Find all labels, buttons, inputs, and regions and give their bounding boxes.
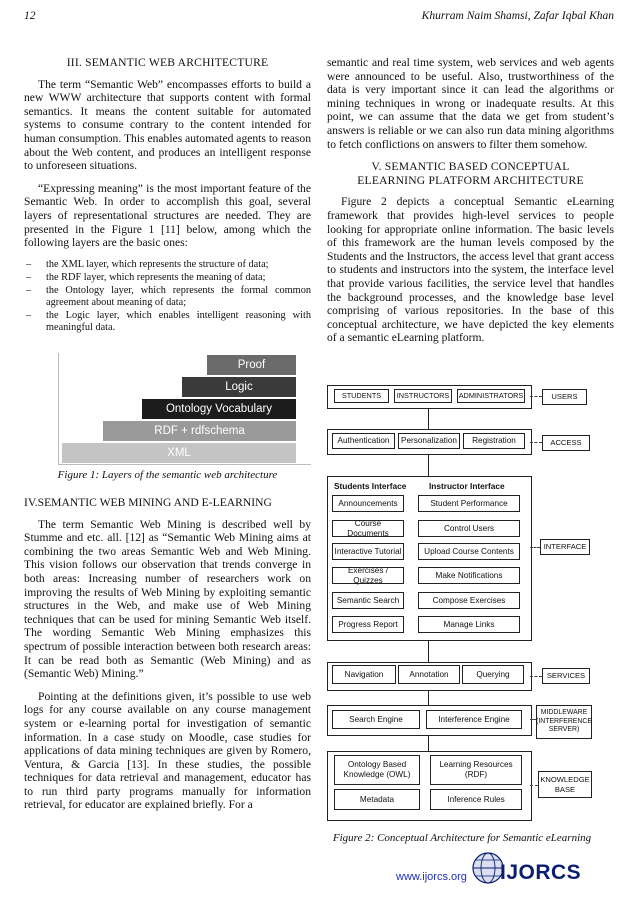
interface-exercises-quizzes: Exercises / Quizzes <box>332 567 404 584</box>
interface-student-performance: Student Performance <box>418 495 520 512</box>
interface-interactive-tutorial: Interactive Tutorial <box>332 543 404 560</box>
interface-compose-exercises: Compose Exercises <box>418 592 520 609</box>
paragraph-semantic-web-mining: The term Semantic Web Mining is described well by Stumme and etc. all. [12] as “Semantic Web Mining aims at combining the two areas Semantic Web and Web Mining. This vision follows our observation that trends converge in both areas: Increasing number of researchers work on improving the results of Web Mining by exploiting semantic structures in the Web, and make use of Web Mining techniques that can be used for mining Semantic Web itself. The wording Semantic Web Mining emphasizes this spectrum of possible interaction between both research areas: It can be read both as Semantic (Web Mining) and as (Semantic Web) Mining.” <box>24 517 311 681</box>
figure-1-axis <box>58 353 59 465</box>
paragraph-conceptual-framework: Figure 2 depicts a conceptual Semantic eLearning framework that provides high-level services to people looking for appropriate online information. The basic levels of this framework are the human levels composed by the Students and the Instructors, the access level that grant access to students and instructors into the system, the interface level that provide various facilities, the service level that handles the background processes, and the knowledge base level comprising of various repositories. In the base of this conceptual architecture, we have depicted the key elements of a semantic eLearning platform. <box>327 195 614 345</box>
label-connector <box>530 547 540 548</box>
layer-logic: Logic <box>182 377 296 397</box>
level-label-access: ACCESS <box>542 435 590 451</box>
paragraph-continuation: semantic and real time system, web services and web agents were announced to be useful. Also, trustworthiness of the data is very important since it can lead the algorithms or mining techniques in wrong or inadequate results. At this point, we can assume that the data we get from student’s answers is reliable or we can also run data mining algorithms to fetch conflictions on answers to filter them somehow. <box>327 56 614 151</box>
section-3-title: III. SEMANTIC WEB ARCHITECTURE <box>66 56 269 69</box>
services-querying: Querying <box>462 665 524 684</box>
ijorcs-logo-text: IJORCS <box>500 861 582 884</box>
instructor-interface-title: Instructor Interface <box>429 481 505 491</box>
section-5-title-line-1: V. SEMANTIC BASED CONCEPTUAL <box>371 160 570 174</box>
level-label-services: SERVICES <box>542 668 590 684</box>
level-label-interface: INTERFACE <box>540 539 590 555</box>
kb-inference-rules: Inference Rules <box>430 789 522 810</box>
users-instructors: INSTRUCTORS <box>394 389 452 403</box>
interface-manage-links: Manage Links <box>418 616 520 633</box>
interface-course-documents: Course Documents <box>332 520 404 537</box>
label-connector <box>530 785 538 786</box>
list-item: – the Ontology layer, which represents the formal common agreement about meaning of data; <box>24 285 311 309</box>
kb-learning-resources: Learning Resources (RDF) <box>430 755 522 785</box>
users-students: STUDENTS <box>334 389 389 403</box>
layer-list <box>24 259 311 334</box>
level-label-middleware: MIDDLEWARE (INTERFERENCE SERVER) <box>536 705 592 739</box>
running-header-authors: Khurram Naim Shamsi, Zafar Iqbal Khan <box>421 10 614 22</box>
list-item: – the XML layer, which represents the structure of data; <box>24 259 311 271</box>
label-connector <box>530 676 542 677</box>
layer-xml: XML <box>62 443 296 463</box>
access-personalization: Personalization <box>398 433 460 449</box>
connector-line <box>428 689 429 706</box>
level-label-users: USERS <box>542 389 587 405</box>
section-4-title: IV.SEMANTIC WEB MINING AND E-LEARNING <box>24 496 272 509</box>
figure-2-caption: Figure 2: Conceptual Architecture for Semantic eLearning <box>332 832 592 844</box>
services-navigation: Navigation <box>332 665 396 684</box>
interface-make-notifications: Make Notifications <box>418 567 520 584</box>
label-connector <box>530 396 542 397</box>
connector-line <box>428 734 429 752</box>
layer-rdf-rdfschema: RDF + rdfschema <box>103 421 296 441</box>
interface-announcements: Announcements <box>332 495 404 512</box>
level-label-knowledge-base: KNOWLEDGE BASE <box>538 771 592 798</box>
left-column-bottom <box>24 496 311 821</box>
paragraph-web-logs: Pointing at the definitions given, it’s possible to use web logs for any course available on any course management system or e-learning portal for investigation of semantic information. In a case study on Moodle, case studies for applications of data mining techniques are given by Romero, Ventura, & Garcia [13]. In these studies, the possible techniques for data retrieval and management, educator has to run third party programs manually for information retrieval, for educator are explained briefly. For a <box>24 689 311 812</box>
interface-progress-report: Progress Report <box>332 616 404 633</box>
interface-upload-course-contents: Upload Course Contents <box>418 543 520 560</box>
left-column-top <box>24 56 311 340</box>
middleware-search-engine: Search Engine <box>332 710 420 729</box>
list-item: – the RDF layer, which represents the meaning of data; <box>24 272 311 284</box>
figure-1-caption: Figure 1: Layers of the semantic web architecture <box>57 469 278 481</box>
figure-1-baseline <box>58 464 311 465</box>
access-registration: Registration <box>463 433 525 449</box>
right-column-text <box>327 56 614 354</box>
interface-semantic-search: Semantic Search <box>332 592 404 609</box>
figure-1-layer-diagram <box>60 353 311 464</box>
layer-ontology-vocabulary: Ontology Vocabulary <box>142 399 296 419</box>
section-5-title-line-2: ELEARNING PLATFORM ARCHITECTURE <box>357 173 584 187</box>
paragraph-semantic-web: The term “Semantic Web” encompasses efforts to build a new WWW architecture that supports content with formal semantics. It means the content suitable for automated systems to consume contrary to the content intended for human consumption. This enables automated agents to reason about the Web content, and produces an intelligent response to unforeseen situations. <box>24 77 311 173</box>
interface-control-users: Control Users <box>418 520 520 537</box>
journal-url-link[interactable]: www.ijorcs.org <box>396 871 467 883</box>
paragraph-expressing-meaning: “Expressing meaning” is the most important feature of the Semantic Web. In order to accomplish this goal, several layers of representational structures are needed. They are presented in the Figure 1 [11] below, among which the following layers are the basic ones: <box>24 181 311 250</box>
users-administrators: ADMINISTRATORS <box>457 389 525 403</box>
students-interface-title: Students Interface <box>334 481 407 491</box>
kb-metadata: Metadata <box>334 789 420 810</box>
page-number: 12 <box>24 10 36 22</box>
services-annotation: Annotation <box>398 665 460 684</box>
middleware-interference-engine: Interference Engine <box>426 710 522 729</box>
label-connector <box>530 442 542 443</box>
kb-ontology-based-knowledge: Ontology Based Knowledge (OWL) <box>334 755 420 785</box>
list-item: – the Logic layer, which enables intelligent reasoning with meaningful data. <box>24 310 311 334</box>
layer-proof: Proof <box>207 355 296 375</box>
access-authentication: Authentication <box>332 433 395 449</box>
connector-line <box>428 639 429 663</box>
connector-line <box>428 453 429 477</box>
connector-line <box>428 406 429 430</box>
